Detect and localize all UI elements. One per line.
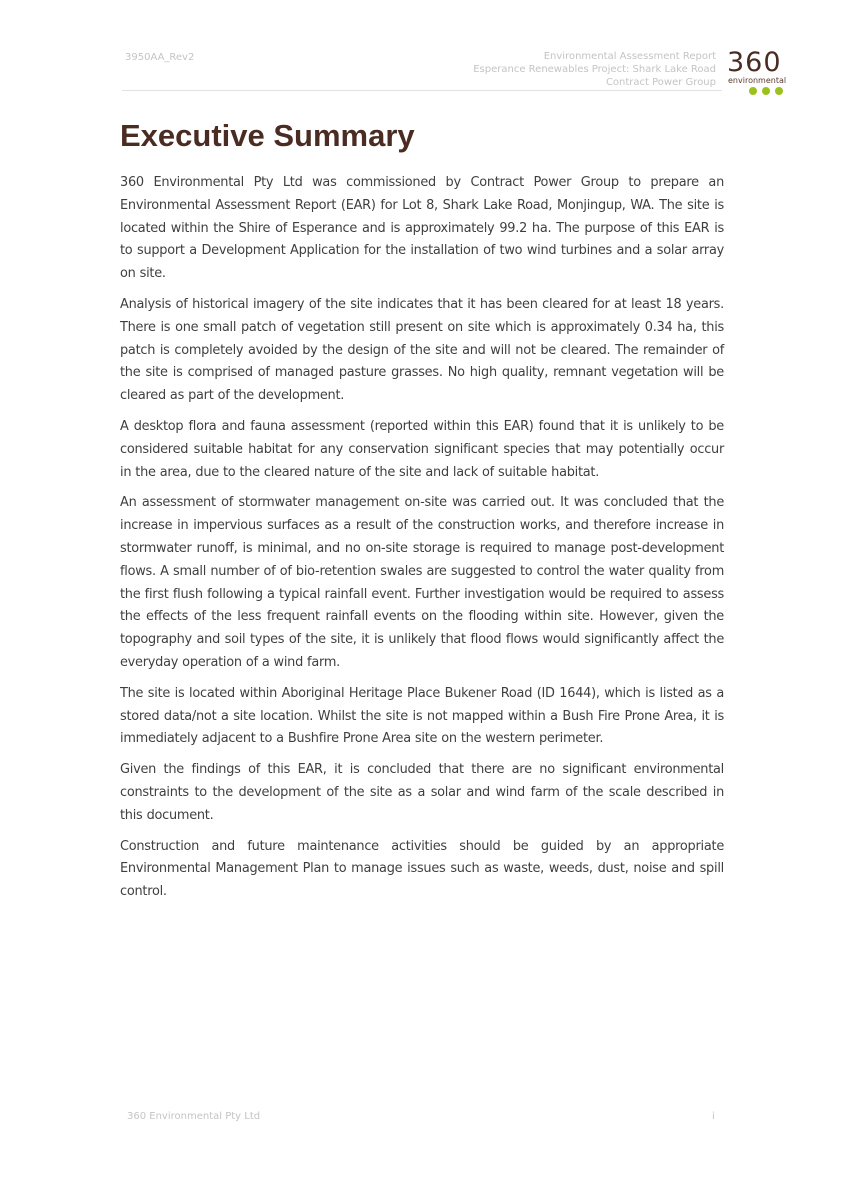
paragraph: A desktop flora and fauna assessment (reported within this EAR) found that it is unlikely to be considered suitable habitat for any conservation significant species that may potentially occur in the area, due to the cleared nature of the site and lack of suitable habitat. — [120, 418, 724, 480]
paragraph: 360 Environmental Pty Ltd was commissioned by Contract Power Group to prepare an Environmental Assessment Report (EAR) for Lot 8, Shark Lake Road, Monjingup, WA. The site is located within the Shire of Esperance and is approximately 99.2 ha. The purpose of this EAR is to support a Development Application for the installation of two wind turbines and a solar array on site. — [120, 175, 724, 282]
logo-word: environmental — [728, 76, 787, 85]
logo-dot — [775, 87, 783, 95]
document-code: 3950AA_Rev2 — [125, 52, 195, 63]
paragraph: The site is located within Aboriginal Heritage Place Bukener Road (ID 1644), which is listed as a stored data/not a site location. Whilst the site is not mapped within a Bush Fire Prone Area, it is immediately adjacent to a Bushfire Prone Area site on the western perimeter. — [120, 685, 724, 747]
page-number: i — [712, 1111, 715, 1122]
logo-number: 360 — [727, 47, 782, 78]
logo-dot — [762, 87, 770, 95]
client-name: Contract Power Group — [605, 77, 716, 88]
logo-dot — [749, 87, 757, 95]
report-title: Environmental Assessment Report — [543, 51, 716, 62]
page-title: Executive Summary — [120, 118, 415, 153]
header-divider — [122, 90, 722, 91]
company-logo — [727, 47, 807, 98]
project-name: Esperance Renewables Project: Shark Lake Road — [473, 64, 716, 75]
paragraph: An assessment of stormwater management on-site was carried out. It was concluded that the increase in impervious surfaces as a result of the construction works, and therefore increase in stormwater runoff, is minimal, and no on-site storage is required to manage post-development flows. A small number of of bio-retention swales are suggested to control the water quality from the first flush following a typical rainfall event. Further investigation would be required to assess the effects of the less frequent rainfall events on the flooding within site. However, given the topography and soil types of the site, it is unlikely that flood flows would significantly affect the everyday operation of a wind farm. — [120, 495, 724, 670]
paragraph: Analysis of historical imagery of the site indicates that it has been cleared for at least 18 years. There is one small patch of vegetation still present on site which is approximately 0.34 ha, this patch is completely avoided by the design of the site and will not be cleared. The remainder of the site is comprised of managed pasture grasses. No high quality, remnant vegetation will be cleared as part of the development. — [120, 296, 724, 404]
header-info — [473, 50, 716, 89]
paragraph: Construction and future maintenance activities should be guided by an appropriate Environmental Management Plan to manage issues such as waste, weeds, dust, noise and spill control. — [120, 838, 724, 900]
footer-company: 360 Environmental Pty Ltd — [127, 1111, 261, 1122]
summary-body — [120, 172, 724, 912]
paragraph: Given the findings of this EAR, it is concluded that there are no significant environmental constraints to the development of the site as a solar and wind farm of the scale described in this document. — [120, 762, 724, 823]
logo-dots — [749, 87, 783, 95]
